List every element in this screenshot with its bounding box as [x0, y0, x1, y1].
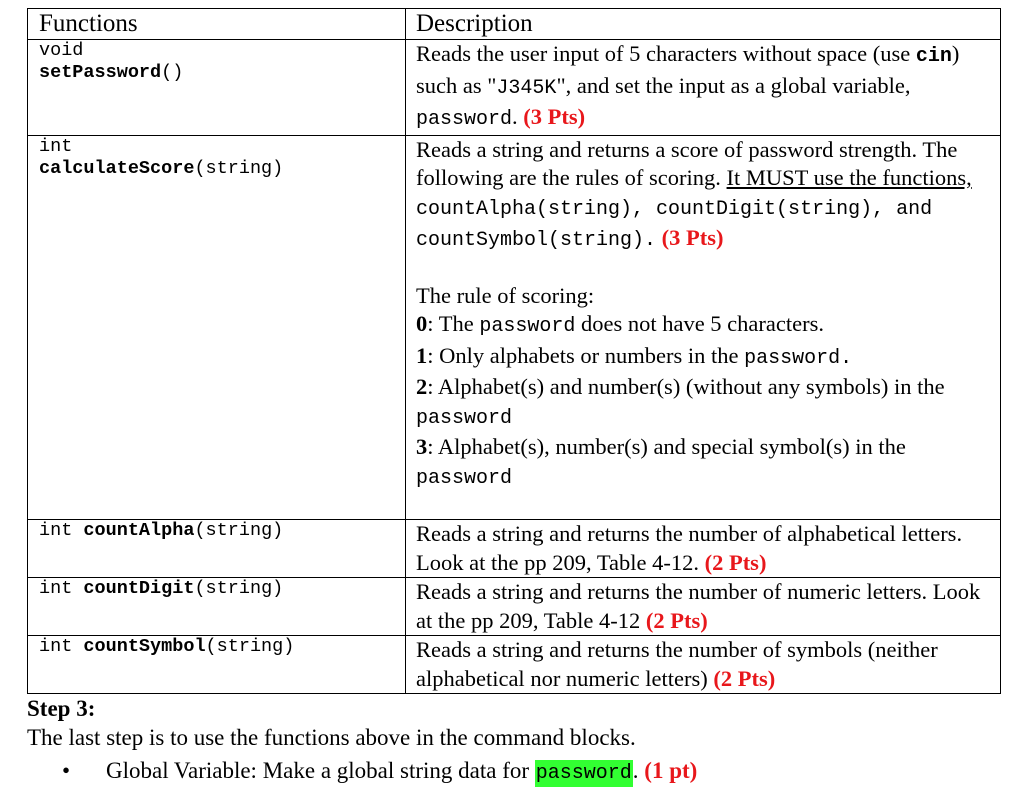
function-description: Reads a string and returns a score of password strength. The following are the rules of scoring. It MUST use the functions, countAlpha(string), countDigit(string), and countSymbol(string). (3 Pts) The rule of scoring: 0: The password does not have 5 characters. 1: Only alphabets or numbers in the password. 2: Alphabet(s) and number(s) (without any symbols) in the password 3: Alphabet(s), number(s) and special symbol(s) in the password: [406, 135, 1001, 520]
code-inline: password: [416, 108, 513, 131]
function-signature: [28, 520, 406, 578]
return-type: int: [39, 578, 73, 599]
table-row: [28, 135, 1001, 520]
points-label: (3 Pts): [523, 104, 586, 129]
points-label: (2 Pts): [645, 607, 708, 633]
return-type: int: [39, 636, 73, 657]
return-type: int: [39, 520, 73, 541]
function-name: calculateScore: [39, 157, 195, 179]
function-name: countSymbol: [83, 636, 206, 657]
table-row: [28, 40, 1001, 136]
points-label: (1 pt): [644, 758, 698, 783]
code-inline: J345K: [496, 76, 557, 100]
function-description: Reads a string and returns the number of numeric letters. Look at the pp 209, Table 4-12 (2 Pts): [406, 578, 1001, 636]
function-description: Reads the user input of 5 characters without space (use cin) such as "J345K", and set the input as a global variable, password. (3 Pts): [406, 40, 1001, 136]
points-label: (2 Pts): [704, 549, 767, 575]
function-name: setPassword: [39, 62, 162, 83]
requirement-note: It MUST use the functions,: [726, 165, 972, 190]
table-row: [28, 578, 1001, 636]
function-signature: [28, 578, 406, 636]
function-description: Reads a string and returns the number of symbols (neither alphabetical nor numeric letters) (2 Pts): [406, 636, 1001, 694]
rule-item: 3: Alphabet(s), number(s) and special symbol(s) in the password: [416, 434, 906, 490]
function-args: (string): [194, 157, 284, 179]
table-row: [28, 636, 1001, 694]
function-signature: [28, 40, 406, 136]
points-label: (2 Pts): [713, 665, 776, 691]
rule-item: 1: Only alphabets or numbers in the password.: [416, 342, 853, 370]
function-name: countAlpha: [83, 520, 195, 541]
bullet-icon: •: [62, 758, 71, 783]
header-description: Description: [406, 9, 1001, 40]
rule-title: The rule of scoring:: [416, 282, 595, 308]
functions-table: [27, 8, 1001, 694]
highlighted-code: password: [535, 762, 632, 785]
bullet-item: • Global Variable: Make a global string data for password. (1 pt): [62, 758, 698, 785]
function-args: (string): [194, 578, 284, 599]
function-description: Reads a string and returns the number of alphabetical letters. Look at the pp 209, Table 4-12. (2 Pts): [406, 520, 1001, 578]
function-args: (string): [205, 636, 295, 657]
function-args: (): [161, 62, 184, 83]
rule-item: 2: Alphabet(s) and number(s) (without any symbols) in the password: [416, 374, 945, 430]
table-header-row: [28, 9, 1001, 40]
table-row: [28, 520, 1001, 578]
code-inline: countAlpha(string), countDigit(string), and countSymbol(string).: [416, 197, 933, 252]
header-functions: Functions: [28, 9, 406, 40]
return-type: int: [39, 135, 73, 157]
step-section: [27, 694, 636, 752]
function-signature: [28, 135, 406, 520]
function-args: (string): [194, 520, 284, 541]
step-title: Step 3:: [27, 696, 96, 721]
function-signature: [28, 636, 406, 694]
function-name: countDigit: [83, 578, 195, 599]
step-text: The last step is to use the functions above in the command blocks.: [27, 725, 636, 750]
points-label: (3 Pts): [661, 225, 724, 250]
rule-item: 0: The password does not have 5 characters.: [416, 311, 824, 338]
code-inline: cin: [915, 45, 952, 68]
return-type: void: [39, 40, 84, 61]
